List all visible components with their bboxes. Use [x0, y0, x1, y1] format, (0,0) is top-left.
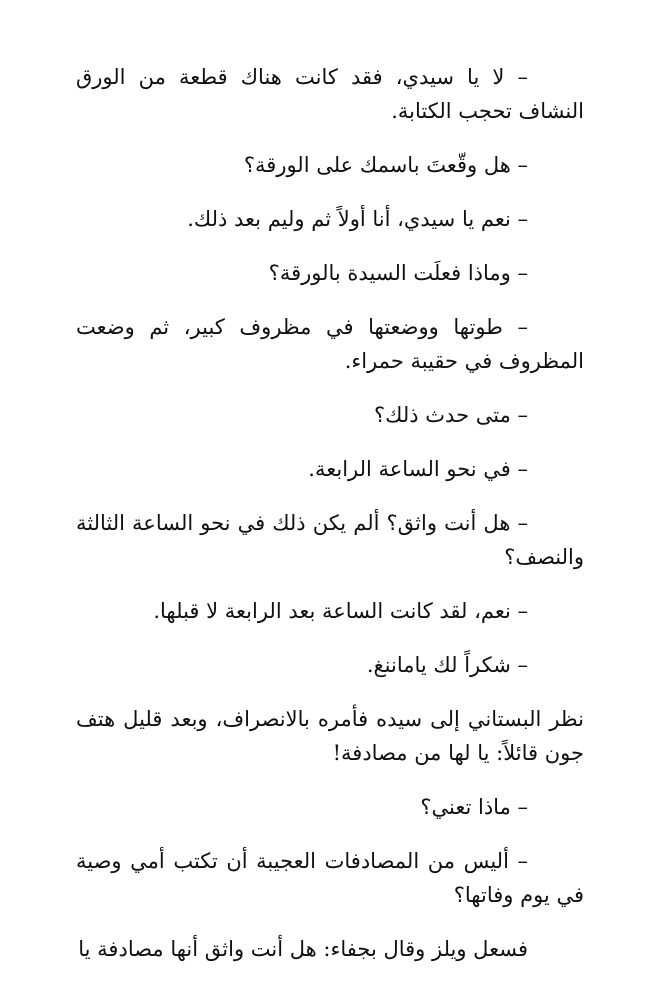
- dialogue-paragraph: – أليس من المصادفات العجيبة أن تكتب أمي وصية في يوم وفاتها؟: [76, 849, 584, 907]
- dialogue-paragraph: – لا يا سيدي، فقد كانت هناك قطعة من الورق النشاف تحجب الكتابة.: [76, 65, 584, 123]
- dialogue-paragraph: – متى حدث ذلك؟: [374, 403, 528, 427]
- dialogue-paragraph: – ماذا تعني؟: [420, 795, 528, 819]
- dialogue-paragraph: – نعم، لقد كانت الساعة بعد الرابعة لا قبلها.: [153, 599, 528, 623]
- dialogue-paragraph: – هل وقّعتَ باسمك على الورقة؟: [243, 153, 528, 177]
- dialogue-paragraph: – وماذا فعلَت السيدة بالورقة؟: [268, 261, 528, 285]
- book-page: [76, 60, 584, 966]
- continued-paragraph: فسعل ويلز وقال بجفاء: هل أنت واثق أنها مصادفة يا: [78, 937, 528, 961]
- narrative-paragraph: نظر البستاني إلى سيده فأمره بالانصراف، وبعد قليل هتف جون قائلاً: يا لها من مصادفة!: [76, 707, 584, 765]
- dialogue-paragraph: – شكراً لك ياماننغ.: [366, 653, 528, 677]
- dialogue-paragraph: – طوتها ووضعتها في مظروف كبير، ثم وضعت المظروف في حقيبة حمراء.: [76, 315, 584, 373]
- dialogue-paragraph: – نعم يا سيدي، أنا أولاً ثم وليم بعد ذلك.: [187, 207, 528, 231]
- dialogue-paragraph: – هل أنت واثق؟ ألم يكن ذلك في نحو الساعة الثالثة والنصف؟: [76, 511, 584, 569]
- dialogue-paragraph: – في نحو الساعة الرابعة.: [308, 457, 528, 481]
